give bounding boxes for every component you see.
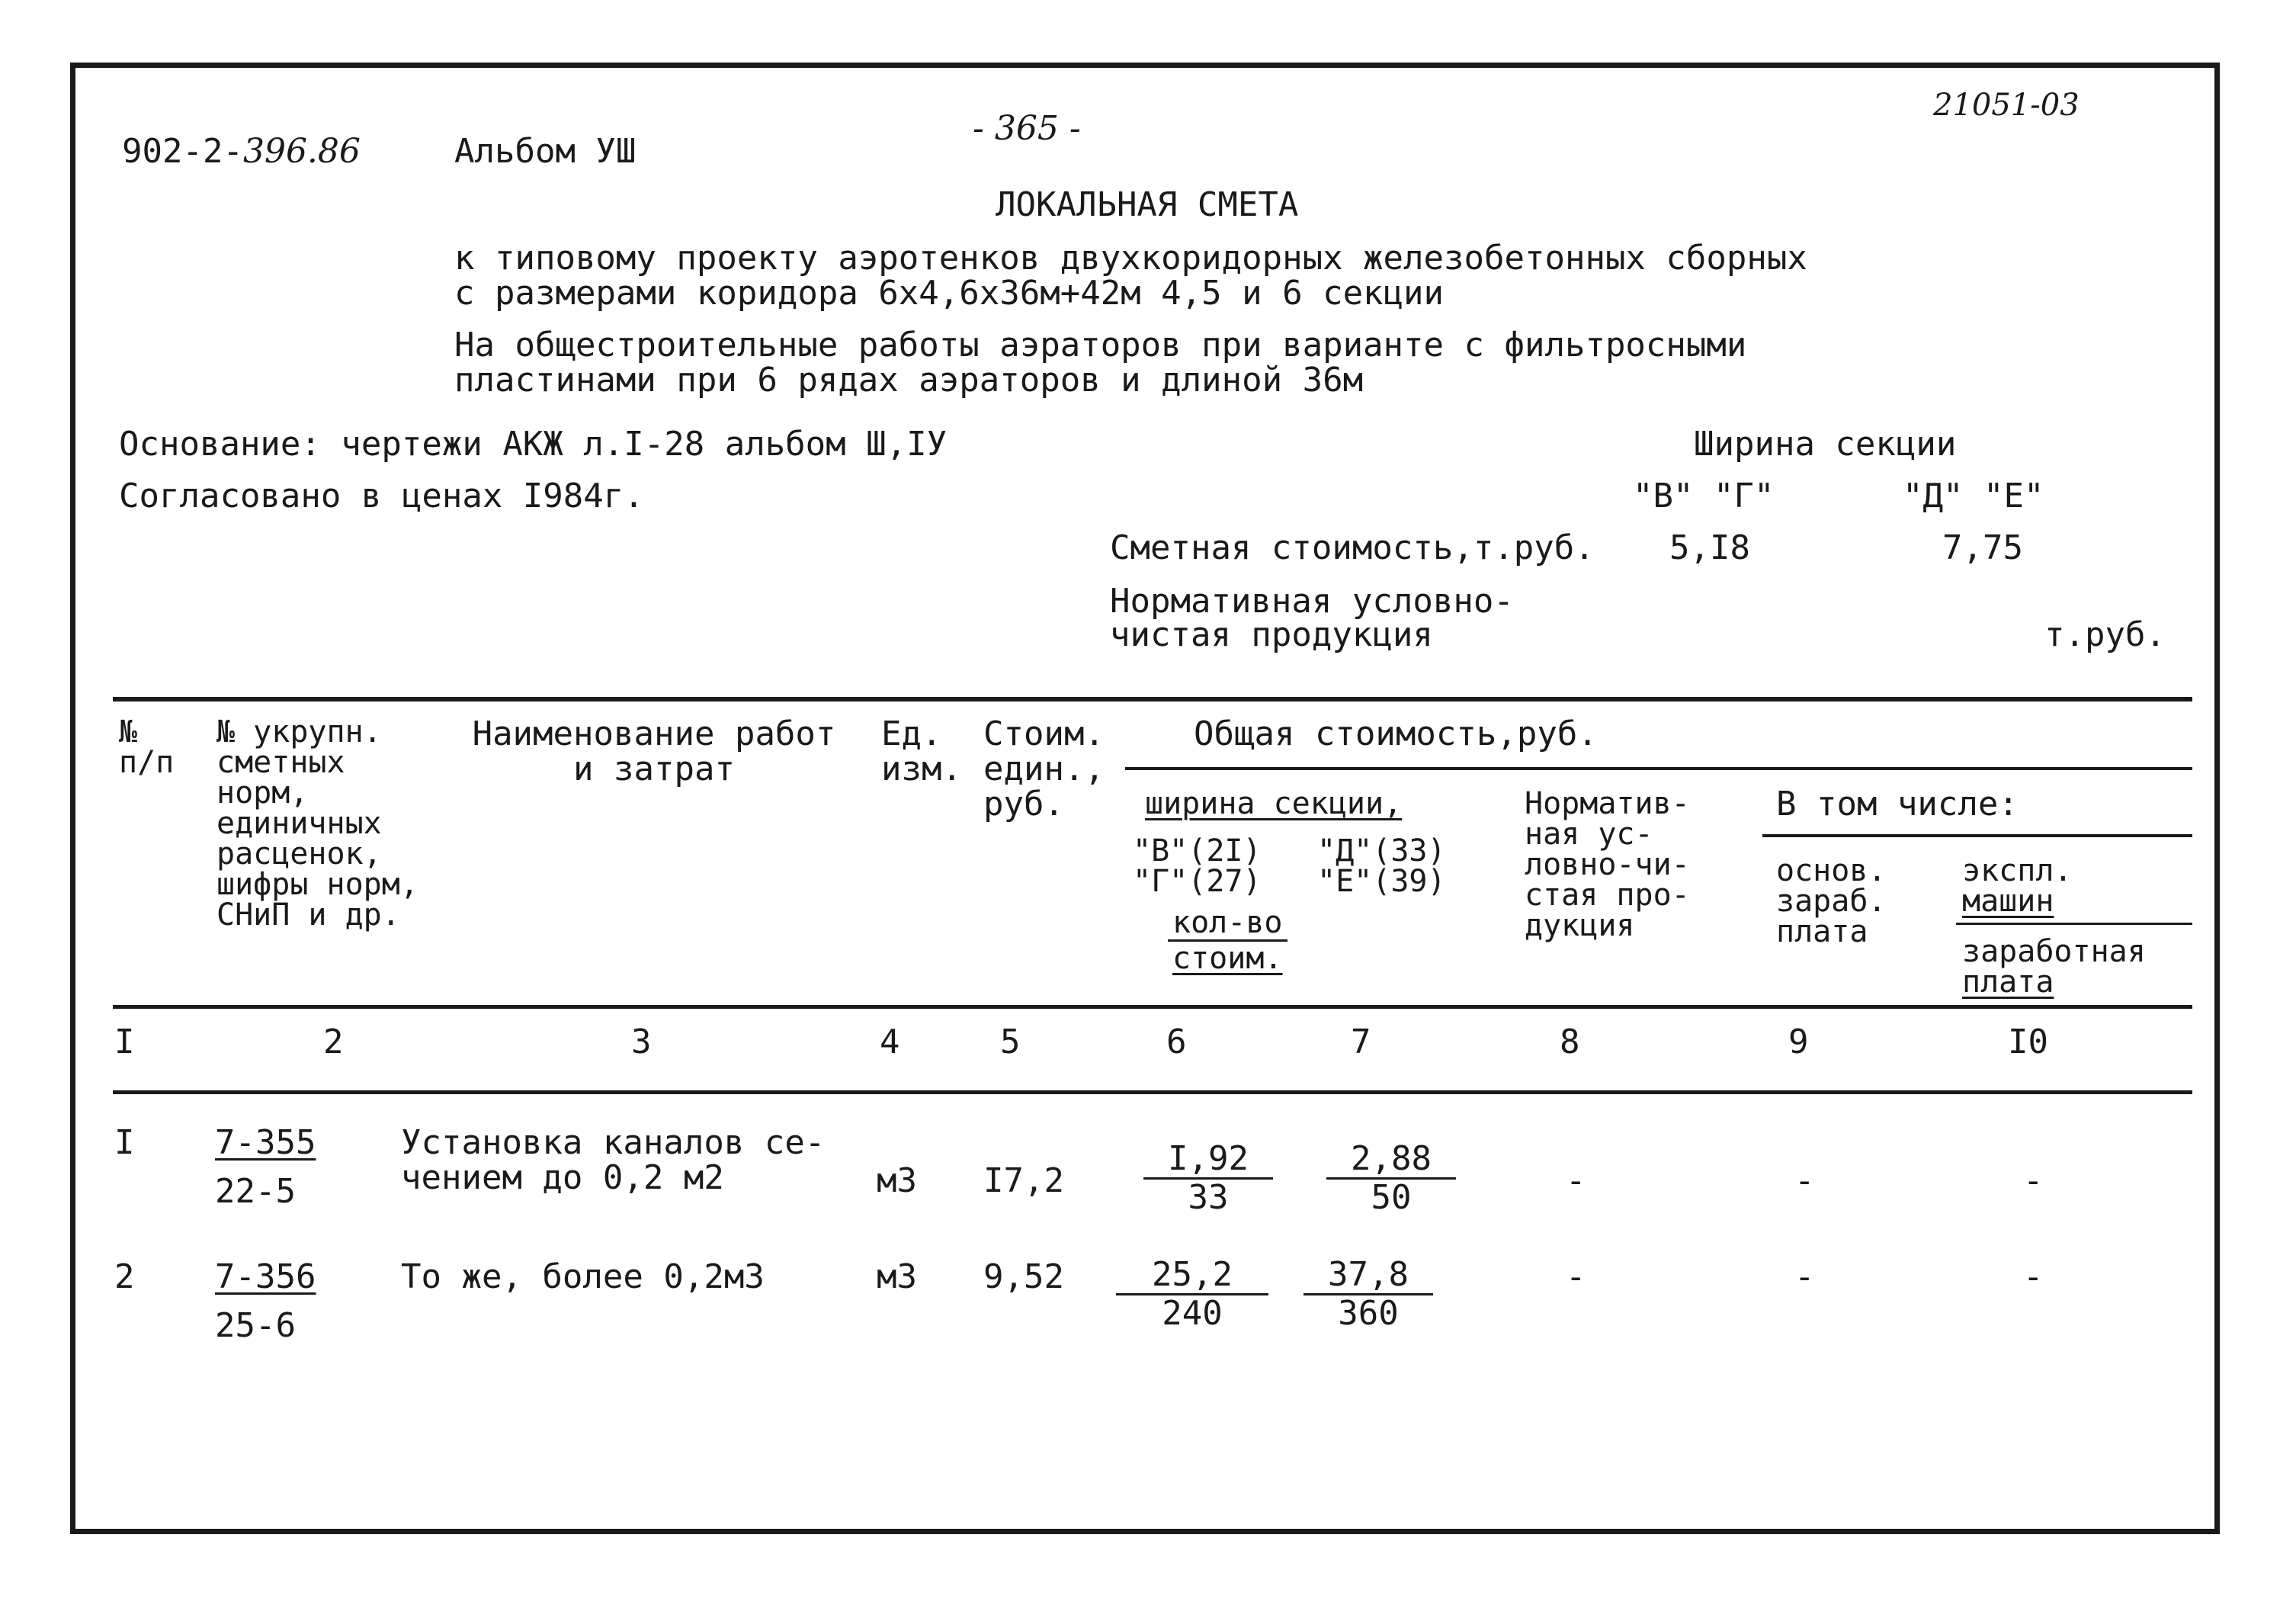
project-code-prefix: 902-2- <box>122 132 243 171</box>
row-machine-wage: - <box>2023 1161 2044 1200</box>
row-unit: м3 <box>877 1257 917 1296</box>
row-number: I <box>114 1123 135 1162</box>
section-width-label: Ширина секции <box>1694 425 1957 464</box>
column-number-2: 2 <box>323 1023 344 1061</box>
normative-label-line-2: чистая продукция <box>1110 615 1433 654</box>
header-col10-top: экспл. машин <box>1962 853 2073 919</box>
column-number-5: 5 <box>1000 1023 1021 1061</box>
row-code: 7-355 22-5 <box>215 1123 316 1212</box>
row-code: 7-356 25-6 <box>215 1257 316 1346</box>
archive-code: 21051-03 <box>1933 88 2080 123</box>
estimated-cost-value-2: 7,75 <box>1942 528 2023 567</box>
basis-text: Основание: чертежи АКЖ л.I-28 альбом Ш,IУ <box>119 425 948 464</box>
column-number-6: 6 <box>1166 1023 1187 1061</box>
header-col3: Наименование работ и затрат <box>472 714 836 789</box>
section-col1-label: "В" "Г" <box>1633 477 1775 515</box>
normative-label-line-1: Нормативная условно- <box>1110 582 1514 621</box>
prices-text: Согласовано в ценах I984г. <box>119 477 644 515</box>
row-base-wage: - <box>1794 1161 1815 1200</box>
normative-unit: т.руб. <box>2044 615 2166 654</box>
row-width-bvg: $\frac{I,92}{33}$ <box>1143 1141 1273 1217</box>
page-number: - 365 - <box>973 109 1081 148</box>
row-normative: - <box>1566 1257 1586 1296</box>
scope-line-2: пластинами при 6 рядах аэраторов и длиной 36м <box>454 361 1364 400</box>
header-general-cost: Общая стоимость,руб. <box>1194 714 1598 753</box>
column-numbers-rule <box>113 1090 2192 1094</box>
row-unit-cost: I7,2 <box>983 1161 1064 1200</box>
row-normative: - <box>1566 1161 1586 1200</box>
subtitle-line-1: к типовому проекту аэротенков двухкоридорных железобетонных сборных <box>454 239 1807 278</box>
col10-split-rule <box>1956 923 2192 925</box>
document-title: ЛОКАЛЬНАЯ СМЕТА <box>996 185 1299 224</box>
header-section-width: ширина секции, <box>1145 786 1403 821</box>
row-name: Установка каналов се- чением до 0,2 м2 <box>401 1123 826 1198</box>
header-width-col6: "В"(2I) "Г"(27) <box>1133 833 1262 899</box>
row-width-de: $\frac{2,88}{50}$ <box>1326 1141 1456 1217</box>
header-col9: основ. зараб. плата <box>1776 853 1887 949</box>
general-cost-rule <box>1125 767 2192 770</box>
row-width-de: $\frac{37,8}{360}$ <box>1304 1257 1433 1333</box>
scope-line-1: На общестроительные работы аэраторов при варианте с фильтросными <box>454 326 1747 364</box>
project-code-suffix: 396.86 <box>242 132 361 171</box>
header-col4: Ед. изм. <box>881 714 962 789</box>
header-width-col7: "Д"(33) "Е"(39) <box>1317 833 1446 899</box>
header-col8: Норматив- ная ус- ловно-чи- стая про- дукция <box>1525 786 1690 943</box>
row-name: То же, более 0,2м3 <box>401 1257 765 1296</box>
row-number: 2 <box>114 1257 135 1296</box>
row-machine-wage: - <box>2023 1257 2044 1296</box>
subtitle-line-2: с размерами коридора 6х4,6х36м+42м 4,5 и 6 секции <box>454 274 1445 313</box>
header-bottom-rule <box>113 1005 2192 1009</box>
header-col1: № п/п <box>119 714 175 780</box>
column-number-10: I0 <box>2008 1023 2048 1061</box>
including-rule <box>1762 834 2192 837</box>
column-number-9: 9 <box>1788 1023 1809 1061</box>
section-col2-label: "Д" "Е" <box>1903 477 2044 515</box>
project-code <box>122 134 361 169</box>
header-col10-bottom: заработная плата <box>1962 934 2146 1000</box>
header-col5: Стоим. един., руб. <box>983 714 1105 824</box>
column-number-1: I <box>114 1023 135 1061</box>
row-unit: м3 <box>877 1161 917 1200</box>
column-number-7: 7 <box>1351 1023 1371 1061</box>
header-including: В том числе: <box>1776 785 2019 823</box>
column-number-3: 3 <box>631 1023 652 1061</box>
row-unit-cost: 9,52 <box>983 1257 1064 1296</box>
column-number-4: 4 <box>880 1023 900 1061</box>
row-base-wage: - <box>1794 1257 1815 1296</box>
table-top-rule <box>113 697 2192 701</box>
row-width-bvg: $\frac{25,2}{240}$ <box>1116 1257 1268 1333</box>
column-number-8: 8 <box>1560 1023 1580 1061</box>
estimated-cost-label: Сметная стоимость,т.руб. <box>1110 528 1595 567</box>
estimated-cost-value-1: 5,I8 <box>1669 528 1750 567</box>
header-qty-cost: кол-во стоим. <box>1168 906 1287 975</box>
header-col2: № укрупн. сметных норм, единичных расценок, шифры норм, СНиП и др. <box>216 714 418 933</box>
album-label: Альбом УШ <box>454 132 637 171</box>
